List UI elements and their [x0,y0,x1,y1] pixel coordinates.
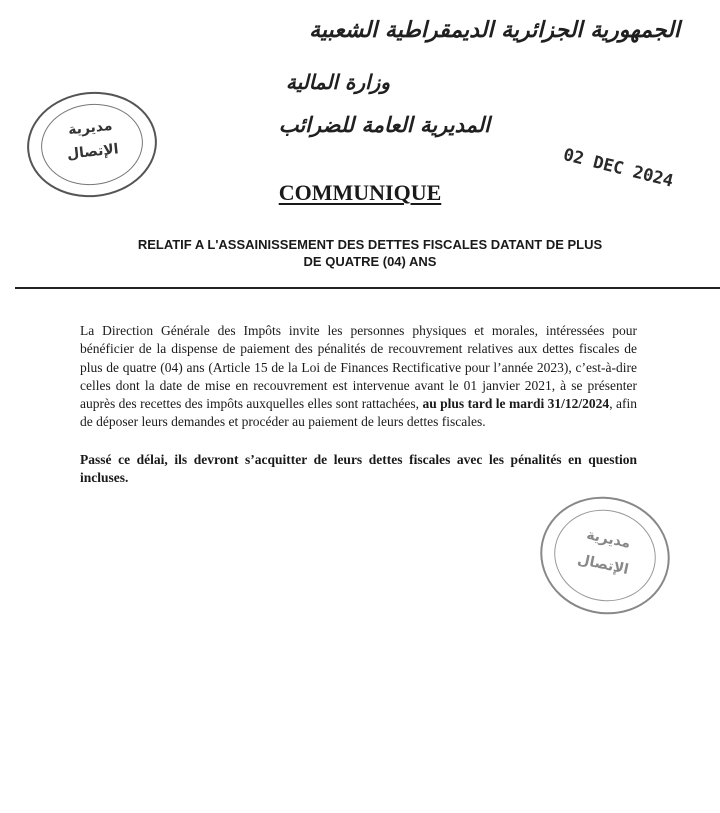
body-paragraph-2: Passé ce délai, ils devront s’acquitter de leurs dettes fiscales avec les pénalités en question incluses. [80,452,637,486]
subtitle [120,236,620,270]
para1-text-a: La Direction Générale des Impôts invite les personnes physiques et morales, intéressées pour bénéficier de la dispense de paiement des pénalités de recouvrement relatives aux dettes fiscales de plus de quatre (04) ans (Article 15 de la Loi de Finances Rectificative pour l’année 2023), c’est-à-dire celles dont la date de mise en recouvrement est intervenue avant le 01 janvier 2021, à se présenter auprès des recettes des impôts auxquelles elles sont rattachées, [80,323,637,412]
seal-text-line2: الإتصال [66,141,120,163]
para1-deadline: au plus tard le mardi 31/12/2024 [422,396,610,412]
directorate-heading: المديرية العامة للضرائب [278,113,490,137]
subtitle-line1: RELATIF A L'ASSAINISSEMENT DES DETTES FISCALES DATANT DE PLUS [137,237,603,252]
para1-text-b: , afin de déposer leurs demandes et procéder au paiement de leurs dettes fiscales. [80,396,637,430]
subtitle-line2: DE QUATRE (04) ANS [303,254,437,269]
horizontal-divider [15,287,720,289]
seal-text-line2: الإتصال [576,551,630,578]
ministry-heading: وزارة المالية [285,70,390,94]
page-title [0,180,720,206]
title-text: COMMUNIQUE [278,180,442,205]
date-stamp: 02 DEC 2024 [561,145,676,192]
body-paragraph-1 [80,322,637,432]
republic-heading: الجمهورية الجزائرية الديمقراطية الشعبية [309,18,680,43]
seal-text-line1: مديرية [67,117,114,139]
official-seal-right [529,485,680,626]
seal-text-line1: مديرية [585,526,632,552]
